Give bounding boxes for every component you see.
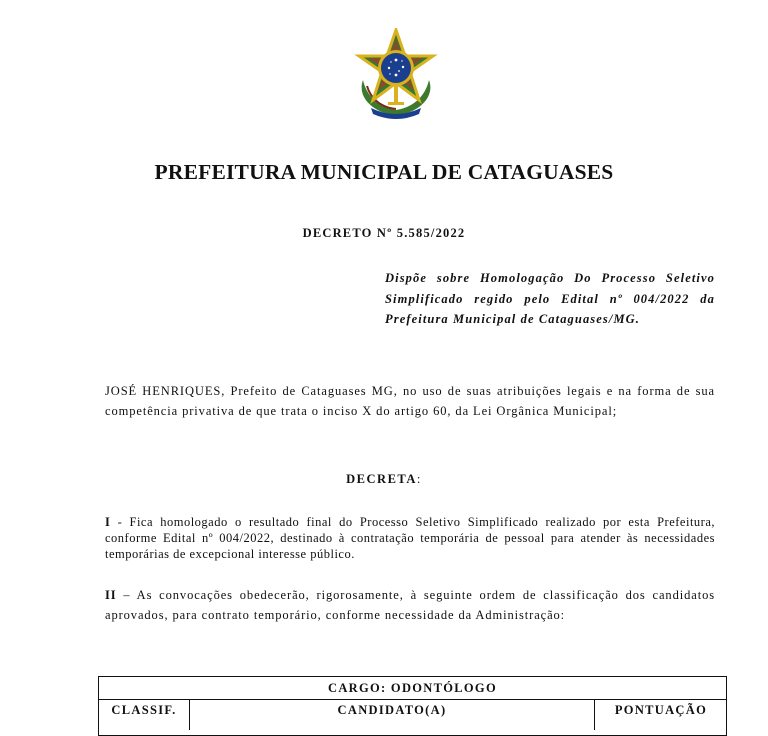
page-title: PREFEITURA MUNICIPAL DE CATAGUASES	[154, 160, 614, 184]
article-2-number: II	[105, 588, 117, 602]
decreta-word: DECRETA	[346, 472, 417, 486]
decreta-colon: :	[416, 472, 422, 486]
article-1-number: I	[105, 515, 111, 529]
table-header-row	[99, 700, 726, 730]
header-classif: CLASSIF.	[111, 703, 177, 717]
preamble-paragraph: JOSÉ HENRIQUES, Prefeito de Cataguases MG, no uso de suas atribuições legais e na forma de sua competência privativa de que trata o inciso X do artigo 60, da Lei Orgânica Municipal;	[105, 384, 715, 418]
article-1-text: - Fica homologado o resultado final do Processo Seletivo Simplificado realizado por esta Prefeitura, conforme Edital nº 004/2022, destinado à contratação temporária de pessoal para atender às necessidades temporárias de excepcional interesse público.	[105, 515, 715, 561]
article-1	[105, 514, 715, 562]
classification-table	[98, 676, 727, 736]
decree-number: DECRETO Nº 5.585/2022	[302, 226, 466, 240]
article-2-text: – As convocações obedecerão, rigorosamente, à seguinte ordem de classificação dos candidatos aprovados, para contrato temporário, conforme necessidade da Administração:	[105, 588, 715, 622]
decreta-heading	[0, 472, 768, 487]
decree-summary: Dispõe sobre Homologação Do Processo Seletivo Simplificado regido pelo Edital nº 004/2022 da Prefeitura Municipal de Cataguases/MG.	[385, 271, 715, 326]
brazil-coat-of-arms-icon	[353, 28, 439, 122]
header-candidato: CANDIDATO(A)	[337, 703, 447, 717]
article-2	[105, 585, 715, 625]
table-title: CARGO: ODONTÓLOGO	[99, 677, 726, 700]
header-pontuacao: PONTUAÇÃO	[614, 703, 708, 717]
